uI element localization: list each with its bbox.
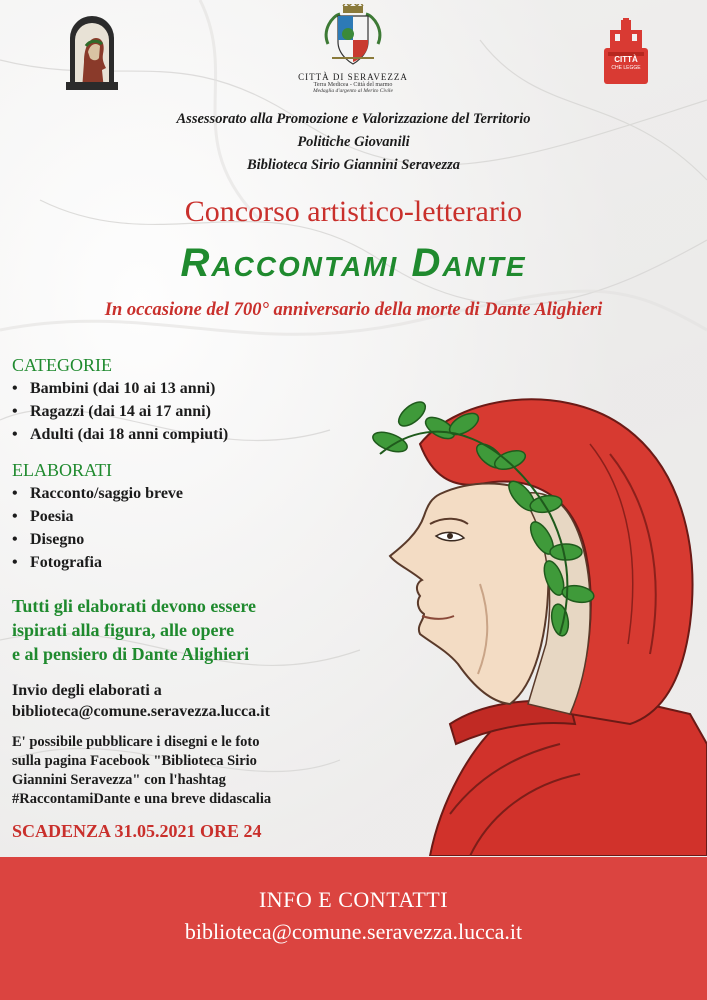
- elaborati-list: [12, 482, 183, 574]
- footer-email[interactable]: biblioteca@comune.seravezza.lucca.it: [184, 919, 523, 944]
- facebook-info: [12, 733, 271, 809]
- categorie-list: [12, 377, 228, 446]
- facebook-line: #RaccontamiDante e una breve didascalia: [12, 791, 272, 807]
- list-item: • Bambini (dai 10 ai 13 anni): [12, 377, 228, 400]
- citta-che-legge-logo: [604, 18, 648, 84]
- note-line: ispirati alla figura, alle opere: [12, 620, 235, 640]
- citta-label: CITTÀ: [614, 55, 638, 64]
- crest-caption: [253, 72, 453, 94]
- note-line: Tutti gli elaborati devono essere: [12, 596, 256, 616]
- facebook-line: E' possibile pubblicare i disegni e le foto: [12, 734, 260, 750]
- list-item: • Fotografia: [12, 551, 183, 574]
- seravezza-crest: [318, 4, 388, 72]
- contest-subtitle: In occasione del 700° anniversario della morte di Dante Alighieri: [104, 300, 603, 320]
- crest-line1: Terra Medicea - Città del marmo: [313, 82, 393, 88]
- list-item: • Adulti (dai 18 anni compiuti): [12, 423, 228, 446]
- assessorato-line: Assessorato alla Promozione e Valorizzazione del Territorio: [176, 111, 531, 127]
- inspiration-note: [12, 594, 256, 666]
- crest-city: CITTÀ DI SERAVEZZA: [298, 72, 408, 82]
- contact-footer: [0, 857, 707, 1000]
- deadline: SCADENZA 31.05.2021 ORE 24: [12, 821, 262, 841]
- che-legge-label: CHE LEGGE: [611, 65, 641, 71]
- contest-title: Concorso artistico-letterario: [184, 195, 523, 228]
- citta-che-legge-text: [604, 56, 648, 72]
- dante-bust-logo: [66, 12, 118, 90]
- dante-portrait-illustration: [360, 384, 707, 856]
- facebook-line: Giannini Seravezza" con l'hashtag: [12, 772, 226, 788]
- note-line: e al pensiero di Dante Alighieri: [12, 644, 250, 664]
- list-item: • Poesia: [12, 505, 183, 528]
- categorie-heading: CATEGORIE: [12, 355, 112, 375]
- elaborati-heading: ELABORATI: [12, 460, 112, 480]
- politiche-line: Politiche Giovanili: [297, 134, 410, 150]
- footer-title: INFO E CONTATTI: [258, 887, 449, 912]
- submission-label: Invio degli elaborati a: [12, 682, 162, 699]
- contest-name: Raccontami Dante: [180, 241, 527, 285]
- submission-email[interactable]: biblioteca@comune.seravezza.lucca.it: [12, 703, 270, 720]
- list-item: • Disegno: [12, 528, 183, 551]
- biblioteca-line: Biblioteca Sirio Giannini Seravezza: [246, 157, 461, 173]
- assessorato-block: [0, 108, 707, 177]
- list-item: • Racconto/saggio breve: [12, 482, 183, 505]
- list-item: • Ragazzi (dai 14 ai 17 anni): [12, 400, 228, 423]
- submission-info: [12, 680, 270, 722]
- crest-line2: Medaglia d'argento al Merito Civile: [313, 88, 393, 94]
- facebook-line: sulla pagina Facebook "Biblioteca Sirio: [12, 753, 257, 769]
